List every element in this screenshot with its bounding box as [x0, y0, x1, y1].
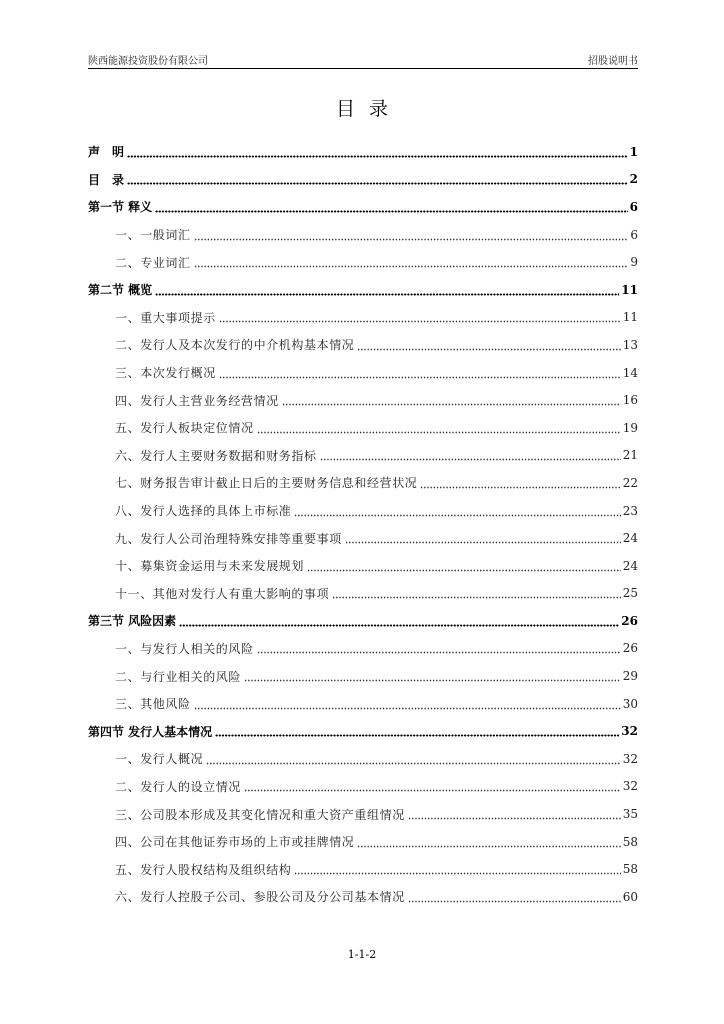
page-title: 目录	[335, 98, 402, 120]
toc-entry-page-number: 11	[622, 310, 638, 325]
toc-entry-label: 一、与发行人相关的风险	[115, 641, 254, 656]
toc-leader-dots	[127, 172, 628, 186]
toc-entry-page-number: 35	[622, 807, 638, 822]
toc-subsection-entry[interactable]	[88, 248, 638, 276]
toc-subsection-entry[interactable]	[88, 552, 638, 580]
toc-entry-page-number: 32	[622, 751, 638, 766]
toc-entry-label: 声 明	[88, 145, 125, 160]
toc-section-entry[interactable]	[88, 193, 638, 221]
toc-entry-page-number: 24	[622, 531, 638, 546]
toc-subsection-entry[interactable]	[88, 828, 638, 856]
toc-entry-label: 一、发行人概况	[115, 752, 204, 767]
toc-leader-dots	[206, 752, 621, 766]
toc-entry-page-number: 11	[621, 282, 638, 297]
toc-entry-label: 五、发行人板块定位情况	[115, 421, 254, 436]
toc-entry-label: 二、发行人的设立情况	[115, 779, 242, 794]
toc-entry-label: 十一、其他对发行人有重大影响的事项	[115, 586, 330, 601]
toc-leader-dots	[215, 724, 619, 738]
toc-entry-page-number: 21	[622, 448, 638, 463]
toc-entry-label: 二、发行人及本次发行的中介机构基本情况	[115, 338, 355, 353]
toc-entry-page-number: 6	[630, 227, 638, 242]
toc-entry-label: 六、发行人控股子公司、参股公司及分公司基本情况	[115, 890, 405, 905]
toc-leader-dots	[155, 283, 619, 297]
toc-entry-page-number: 58	[622, 862, 638, 877]
toc-entry-label: 五、发行人股权结构及组织结构	[115, 862, 292, 877]
toc-subsection-entry[interactable]	[88, 580, 638, 608]
toc-entry-page-number: 1	[629, 144, 638, 159]
toc-leader-dots	[294, 504, 620, 518]
toc-entry-page-number: 32	[622, 779, 638, 794]
toc-entry-label: 二、专业词汇	[115, 255, 191, 270]
toc-entry-page-number: 25	[622, 586, 638, 601]
toc-subsection-entry[interactable]	[88, 221, 638, 249]
toc-section-entry[interactable]	[88, 607, 638, 635]
toc-section-entry[interactable]	[88, 276, 638, 304]
toc-subsection-entry[interactable]	[88, 773, 638, 801]
toc-entry-label: 二、与行业相关的风险	[115, 669, 242, 684]
toc-entry-label: 八、发行人选择的具体上市标准	[115, 504, 292, 519]
toc-entry-page-number: 29	[622, 669, 638, 684]
header-document-type: 招股说明书	[588, 56, 638, 67]
toc-leader-dots	[332, 586, 621, 600]
toc-leader-dots	[257, 641, 621, 655]
toc-leader-dots	[307, 559, 621, 573]
toc-section-entry[interactable]	[88, 166, 638, 194]
toc-entry-page-number: 26	[621, 613, 638, 628]
toc-entry-label: 三、公司股本形成及其变化情况和重大资产重组情况	[115, 807, 405, 822]
toc-subsection-entry[interactable]	[88, 745, 638, 773]
toc-entry-page-number: 22	[622, 475, 638, 490]
toc-entry-label: 第三节 风险因素	[88, 614, 177, 629]
toc-entry-label: 三、本次发行概况	[115, 366, 216, 381]
toc-entry-page-number: 16	[622, 393, 638, 408]
toc-entry-label: 十、募集资金运用与未来发展规划	[115, 559, 305, 574]
toc-leader-dots	[345, 531, 621, 545]
toc-leader-dots	[408, 890, 621, 904]
toc-entry-page-number: 58	[622, 834, 638, 849]
toc-entry-label: 第二节 概览	[88, 283, 153, 298]
toc-entry-label: 目 录	[88, 172, 125, 187]
toc-entry-page-number: 32	[621, 724, 638, 739]
toc-entry-page-number: 24	[622, 558, 638, 573]
toc-entry-page-number: 23	[622, 503, 638, 518]
toc-entry-label: 三、其他风险	[115, 697, 191, 712]
toc-entry-page-number: 26	[622, 641, 638, 656]
toc-subsection-entry[interactable]	[88, 524, 638, 552]
toc-leader-dots	[357, 338, 620, 352]
toc-subsection-entry[interactable]	[88, 331, 638, 359]
toc-subsection-entry[interactable]	[88, 304, 638, 332]
toc-entry-page-number: 13	[622, 337, 638, 352]
toc-entry-label: 九、发行人公司治理特殊安排等重要事项	[115, 531, 342, 546]
page-number: 1-1-2	[347, 948, 377, 961]
toc-entry-page-number: 9	[630, 255, 638, 270]
toc-subsection-entry[interactable]	[88, 442, 638, 470]
toc-entry-label: 四、公司在其他证券市场的上市或挂牌情况	[115, 835, 355, 850]
toc-entry-page-number: 2	[629, 172, 638, 187]
toc-subsection-entry[interactable]	[88, 497, 638, 525]
toc-subsection-entry[interactable]	[88, 359, 638, 387]
toc-leader-dots	[219, 310, 621, 324]
toc-entry-page-number: 6	[629, 199, 638, 214]
toc-entry-page-number: 19	[622, 420, 638, 435]
toc-entry-label: 第四节 发行人基本情况	[88, 724, 213, 739]
toc-leader-dots	[408, 807, 621, 821]
toc-leader-dots	[194, 697, 621, 711]
toc-subsection-entry[interactable]	[88, 690, 638, 718]
toc-entry-page-number: 14	[622, 365, 638, 380]
toc-leader-dots	[294, 862, 620, 876]
toc-entry-label: 六、发行人主要财务数据和财务指标	[115, 448, 317, 463]
toc-entry-label: 第一节 释义	[88, 200, 153, 215]
toc-section-entry[interactable]	[88, 717, 638, 745]
header-company-name: 陕西能源投资股份有限公司	[88, 56, 208, 67]
toc-leader-dots	[219, 366, 621, 380]
toc-leader-dots	[357, 835, 620, 849]
toc-entry-label: 一、重大事项提示	[115, 310, 216, 325]
toc-subsection-entry[interactable]	[88, 662, 638, 690]
toc-subsection-entry[interactable]	[88, 469, 638, 497]
page-header	[88, 52, 638, 69]
toc-leader-dots	[257, 421, 621, 435]
toc-section-entry[interactable]	[88, 138, 638, 166]
toc-leader-dots	[320, 448, 621, 462]
toc-subsection-entry[interactable]	[88, 635, 638, 663]
toc-leader-dots	[127, 145, 628, 159]
toc-leader-dots	[155, 200, 627, 214]
toc-entry-label: 一、一般词汇	[115, 228, 191, 243]
toc-subsection-entry[interactable]	[88, 800, 638, 828]
toc-subsection-entry[interactable]	[88, 855, 638, 883]
toc-leader-dots	[244, 779, 621, 793]
toc-leader-dots	[244, 669, 621, 683]
toc-leader-dots	[194, 228, 629, 242]
toc-leader-dots	[179, 614, 619, 628]
toc-subsection-entry[interactable]	[88, 883, 638, 911]
toc-subsection-entry[interactable]	[88, 414, 638, 442]
toc-subsection-entry[interactable]	[88, 386, 638, 414]
toc-entry-page-number: 30	[622, 696, 638, 711]
toc-leader-dots	[282, 393, 621, 407]
toc-entry-page-number: 60	[622, 889, 638, 904]
table-of-contents	[88, 138, 638, 911]
toc-leader-dots	[420, 476, 620, 490]
toc-leader-dots	[194, 255, 629, 269]
toc-entry-label: 四、发行人主营业务经营情况	[115, 393, 279, 408]
toc-entry-label: 七、财务报告审计截止日后的主要财务信息和经营状况	[115, 476, 418, 491]
